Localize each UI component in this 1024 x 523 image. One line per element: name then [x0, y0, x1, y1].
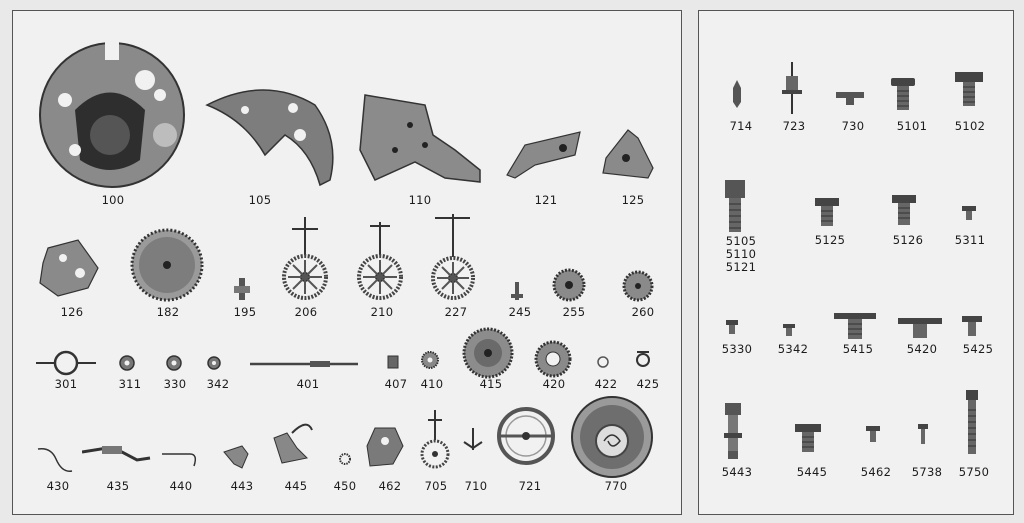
- label-5101: 5101: [896, 119, 928, 133]
- part-105-bridge: [205, 80, 340, 190]
- label-420: 420: [542, 377, 566, 391]
- part-5443-stud: [722, 403, 744, 459]
- part-126-plate: [38, 238, 100, 298]
- label-125: 125: [621, 193, 645, 207]
- part-430-spring: [36, 445, 76, 475]
- label-260: 260: [631, 305, 655, 319]
- part-450-star: [338, 452, 352, 466]
- label-714: 714: [729, 119, 753, 133]
- part-5415-screw: [834, 313, 876, 339]
- part-5126-screw: [892, 195, 916, 225]
- label-450: 450: [333, 479, 357, 493]
- label-206: 206: [294, 305, 318, 319]
- part-110-bridge: [355, 90, 485, 185]
- label-5105: 5105: [725, 234, 757, 248]
- label-415: 415: [479, 377, 503, 391]
- label-721: 721: [518, 479, 542, 493]
- label-730: 730: [841, 119, 865, 133]
- part-182-wheel: [130, 228, 204, 302]
- label-422: 422: [594, 377, 618, 391]
- label-770: 770: [604, 479, 628, 493]
- part-301-ring: [36, 350, 96, 376]
- part-440-spring: [162, 446, 202, 468]
- label-5462: 5462: [860, 465, 892, 479]
- part-195-pinion: [232, 278, 252, 300]
- part-5311-screw: [962, 206, 976, 220]
- part-5102-screw: [955, 72, 983, 106]
- label-462: 462: [378, 479, 402, 493]
- label-407: 407: [384, 377, 408, 391]
- label-121: 121: [534, 193, 558, 207]
- label-5311: 5311: [954, 233, 986, 247]
- label-311: 311: [118, 377, 142, 391]
- part-705-escape-wheel: [418, 410, 452, 470]
- label-5420: 5420: [906, 342, 938, 356]
- part-5420-screw: [898, 318, 942, 338]
- part-723-staff: [780, 62, 804, 114]
- label-445: 445: [284, 479, 308, 493]
- part-330-jewel: [165, 354, 183, 372]
- part-714-pivot: [732, 80, 742, 108]
- part-5105-screw: [724, 180, 746, 232]
- part-121-lever: [505, 130, 585, 180]
- label-410: 410: [420, 377, 444, 391]
- label-705: 705: [424, 479, 448, 493]
- label-182: 182: [156, 305, 180, 319]
- label-5330: 5330: [721, 342, 753, 356]
- label-5443: 5443: [721, 465, 753, 479]
- part-5125-screw: [815, 198, 839, 226]
- label-723: 723: [782, 119, 806, 133]
- label-443: 443: [230, 479, 254, 493]
- label-435: 435: [106, 479, 130, 493]
- label-440: 440: [169, 479, 193, 493]
- part-100-main-plate: [35, 40, 190, 190]
- label-245: 245: [508, 305, 532, 319]
- part-710-pallet-fork: [460, 428, 486, 456]
- label-425: 425: [636, 377, 660, 391]
- part-206-wheel: [280, 215, 330, 300]
- part-260-wheel: [622, 270, 654, 302]
- label-5126: 5126: [892, 233, 924, 247]
- part-445-lever: [272, 418, 322, 466]
- label-195: 195: [233, 305, 257, 319]
- label-126: 126: [60, 305, 84, 319]
- label-100: 100: [101, 193, 125, 207]
- part-422-ring: [596, 355, 610, 369]
- part-407-pinion: [386, 354, 400, 370]
- label-105: 105: [248, 193, 272, 207]
- label-5738: 5738: [911, 465, 943, 479]
- label-5110: 5110: [725, 247, 757, 261]
- label-5102: 5102: [954, 119, 986, 133]
- label-110: 110: [408, 193, 432, 207]
- part-342-jewel: [206, 355, 222, 371]
- part-770-mainspring-barrel: [570, 395, 654, 479]
- label-5121: 5121: [725, 260, 757, 274]
- part-5425-screw: [962, 316, 982, 336]
- part-401-stem: [250, 359, 360, 369]
- part-415-wheel: [462, 327, 514, 379]
- part-435-lever: [82, 442, 152, 467]
- part-311-jewel: [118, 354, 136, 372]
- label-5342: 5342: [777, 342, 809, 356]
- label-255: 255: [562, 305, 586, 319]
- part-420-wheel: [534, 340, 572, 378]
- part-5445-screw: [795, 424, 821, 452]
- part-227-wheel: [430, 212, 476, 302]
- label-5425: 5425: [962, 342, 994, 356]
- part-730-roller: [836, 90, 864, 106]
- label-group-5105-5110-5121: [726, 235, 756, 274]
- part-462-lever: [365, 426, 405, 468]
- label-301: 301: [54, 377, 78, 391]
- part-5750-screw: [964, 390, 980, 454]
- label-5415: 5415: [842, 342, 874, 356]
- part-5330-screw: [726, 320, 738, 334]
- part-245-pin: [510, 282, 524, 300]
- part-125-lever: [598, 128, 658, 180]
- part-210-wheel: [355, 220, 405, 300]
- label-710: 710: [464, 479, 488, 493]
- label-5445: 5445: [796, 465, 828, 479]
- part-5462-screw: [866, 426, 880, 442]
- part-255-wheel: [552, 268, 586, 302]
- label-330: 330: [163, 377, 187, 391]
- part-443-lever: [222, 444, 250, 470]
- part-721-balance: [495, 405, 557, 467]
- label-401: 401: [296, 377, 320, 391]
- label-227: 227: [444, 305, 468, 319]
- part-425-spring: [634, 350, 652, 370]
- label-5750: 5750: [958, 465, 990, 479]
- part-410-wheel: [420, 350, 440, 370]
- label-430: 430: [46, 479, 70, 493]
- part-5738-screw: [918, 424, 928, 444]
- label-5125: 5125: [814, 233, 846, 247]
- part-5101-screw: [890, 78, 916, 110]
- label-342: 342: [206, 377, 230, 391]
- label-210: 210: [370, 305, 394, 319]
- part-5342-screw: [783, 324, 795, 336]
